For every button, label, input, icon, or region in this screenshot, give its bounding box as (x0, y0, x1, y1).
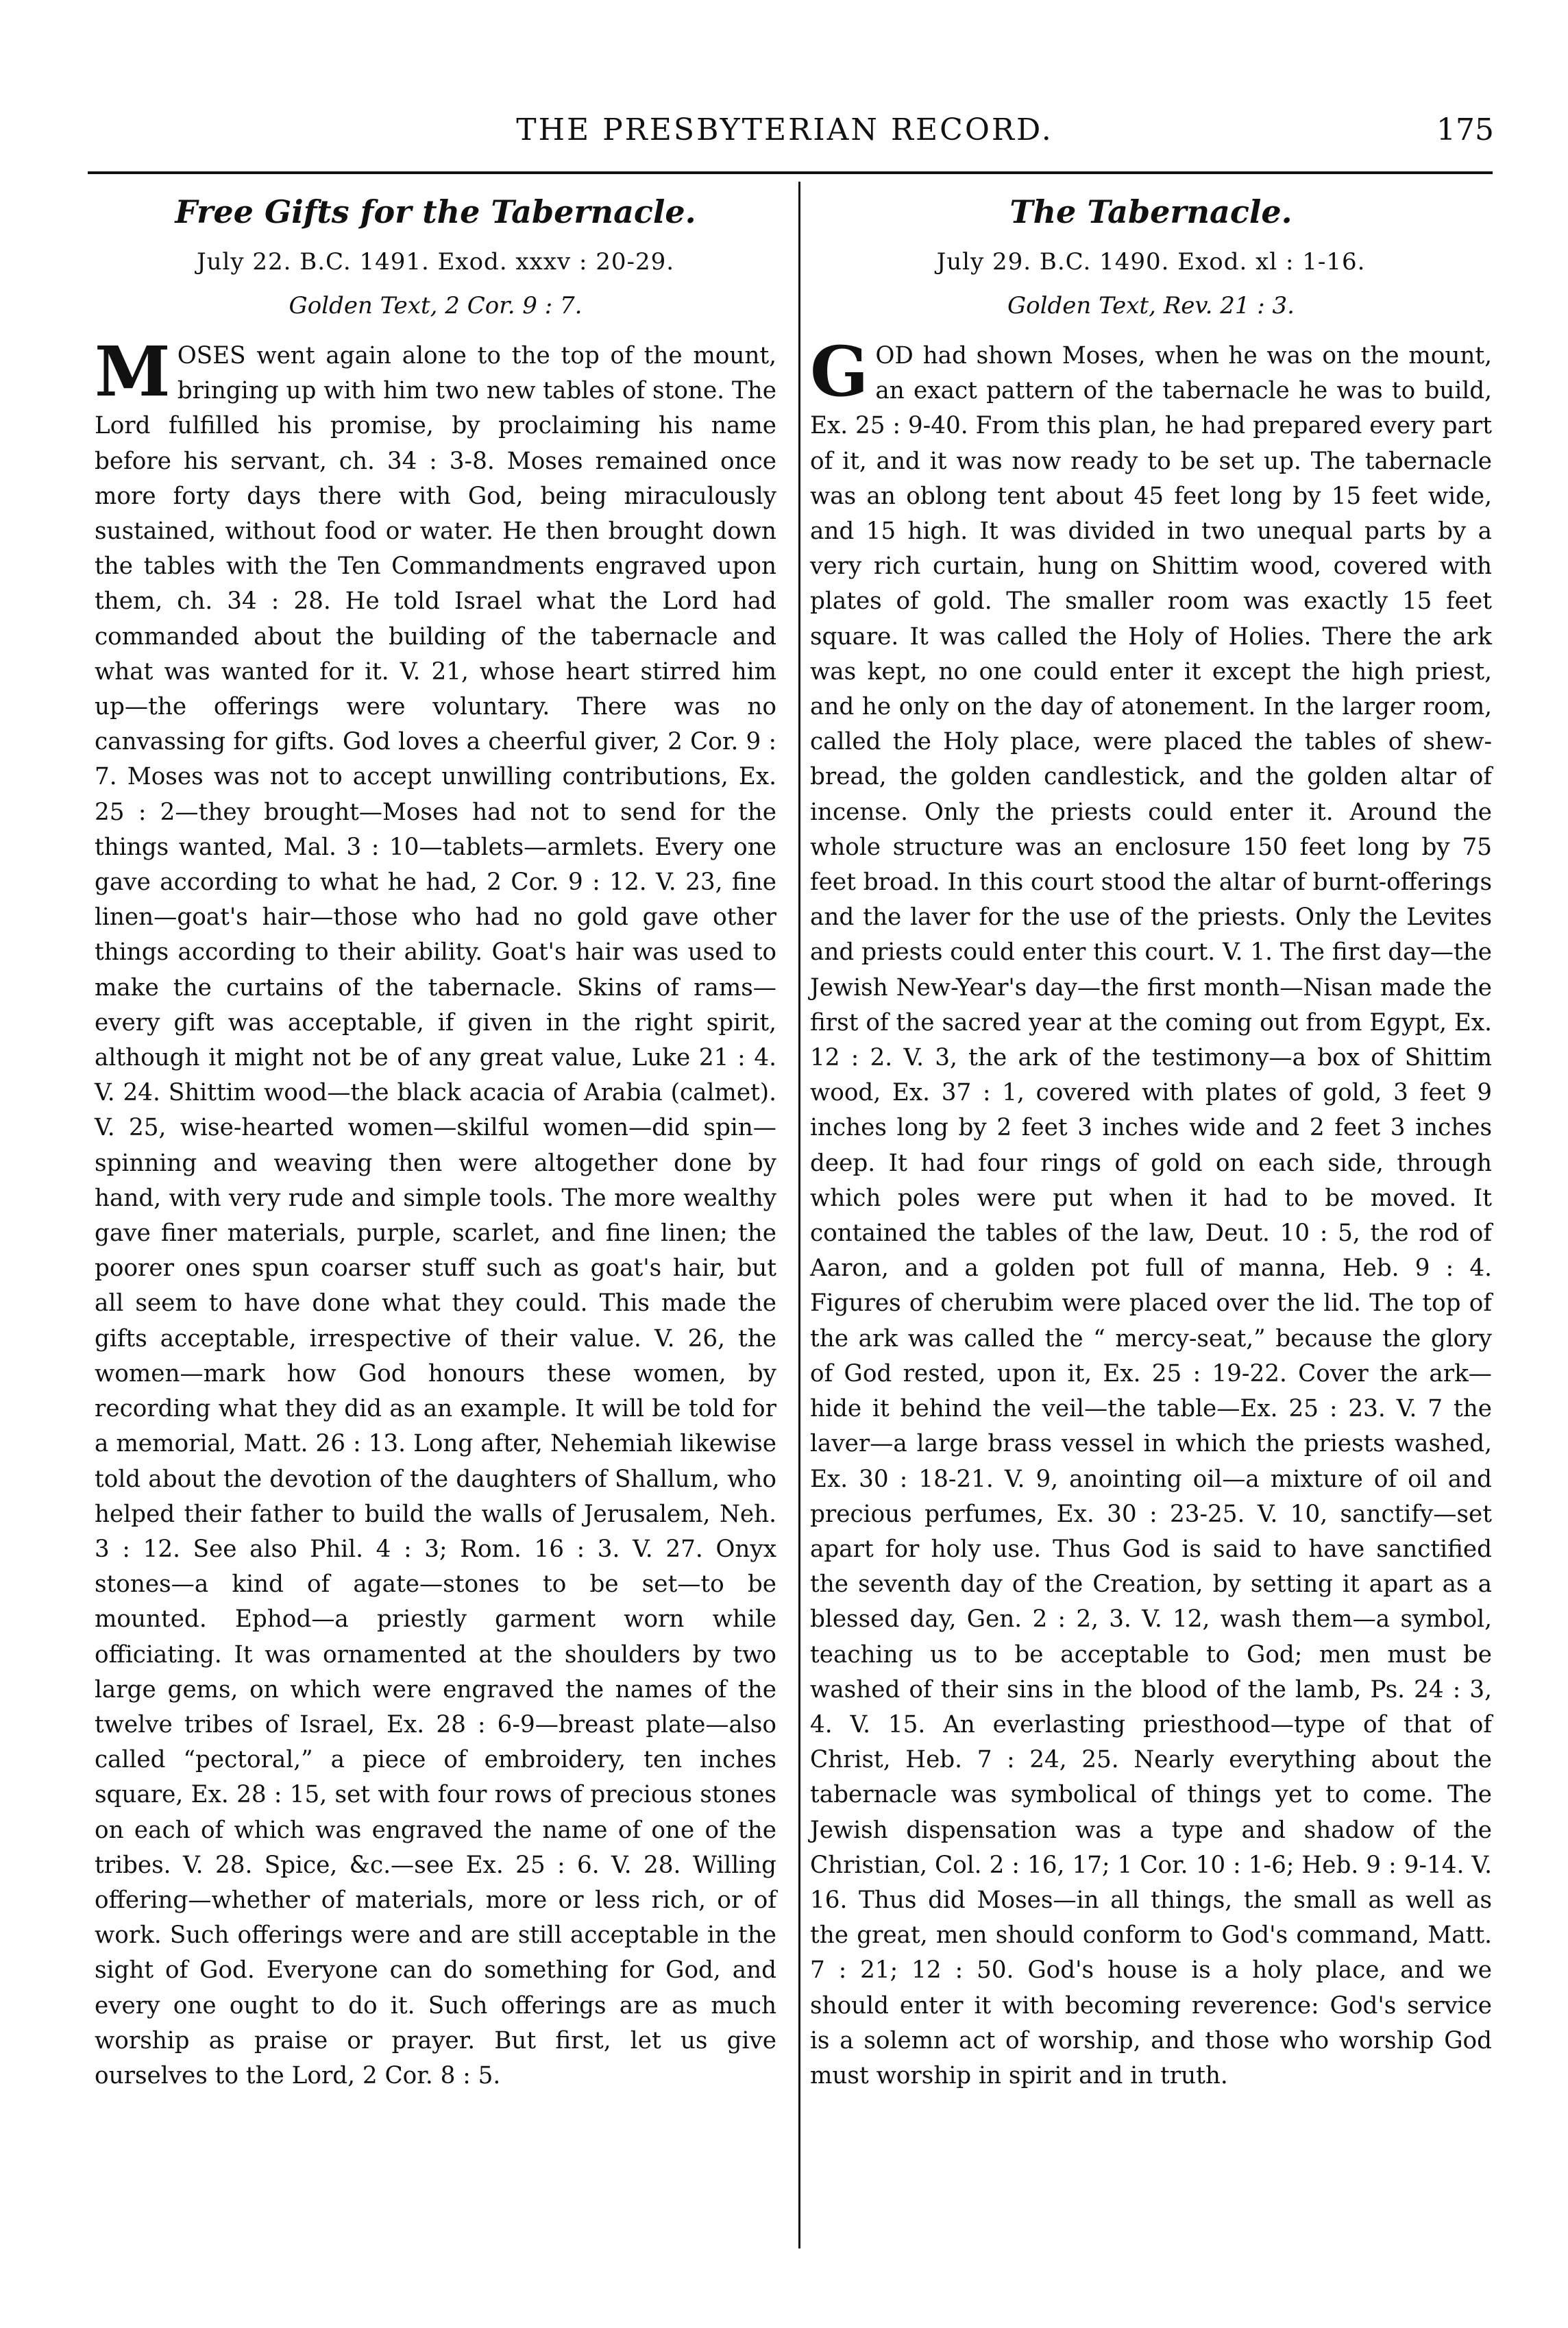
body-lead: OSES (177, 342, 246, 369)
running-head (75, 103, 1494, 158)
golden-text: Golden Text, Rev. 21 : 3. (1007, 292, 1295, 319)
body-text: had shown Moses, when he was on the mount, an exact pattern of the tabernacle he was to build, Ex. 25 : 9-40. From this plan, he had prepared every part of it, and it was now ready to be set up. The tabernacle was an oblong tent about 45 feet long by 15 feet wide, and 15 high. It was divided in two unequal parts by a very rich curtain, hung on Shittim wood, covered with plates of gold. The smaller room was exactly 15 feet square. It was called the Holy of Holies. There the ark was kept, no one could enter it except the high priest, and he only on the day of atonement. In the larger room, called the Holy place, were placed the tables of shew-bread, the golden candlestick, and the golden altar of incense. Only the priests could enter it. Around the whole structure was an enclosure 150 feet long by 75 feet broad. In this court stood the altar of burnt-offerings and the laver for the use of the priests. Only the Levites and priests could enter this court. V. 1. The first day—the Jewish New-Year's day—the first month—Nisan made the first of the sacred year at the coming out from Egypt, Ex. 12 : 2. V. 3, the ark of the testimony—a box of Shittim wood, Ex. 37 : 1, covered with plates of gold, 3 feet 9 inches long by 2 feet 3 inches wide and 2 feet 3 inches deep. It had four rings of gold on each side, through which poles were put when it had to be moved. It contained the tables of the law, Deut. 10 : 5, the rod of Aaron, and a golden pot full of manna, Heb. 9 : 4. Figures of cherubim were placed over the lid. The top of the ark was called the “ mercy-seat,” because the glory of God rested, upon it, Ex. 25 : 19-22. Cover the ark—hide it behind the veil—the table—Ex. 25 : 23. V. 7 the laver—a large brass vessel in which the priests washed, Ex. 30 : 18-21. V. 9, anointing oil—a mixture of oil and precious perfumes, Ex. 30 : 23-25. V. 10, sanctify—set apart for holy use. Thus God is said to have sanctified the seventh day of the Creation, by setting it apart as a blessed day, Gen. 2 : 2, 3. V. 12, wash them—a symbol, teaching us to be acceptable to God; men must be washed of their sins in the blood of the lamb, Ps. 24 : 3, 4. V. 15. An everlasting priesthood—type of that of Christ, Heb. 7 : 24, 25. Nearly everything about the tabernacle was symbolical of things yet to come. The Jewish dispensation was a type and shadow of the Christian, Col. 2 : 16, 17; 1 Cor. 10 : 1-6; Heb. 9 : 9-14. V. 16. Thus did Moses—in all things, the small as well as the great, men should conform to God's command, Matt. 7 : 21; 12 : 50. God's house is a holy place, and we should enter it with becoming reverence: God's service is a solemn act of worship, and those who worship God must worship in spirit and in truth. (810, 342, 1492, 2089)
lesson-column-left (95, 185, 776, 2094)
lesson-body (95, 331, 776, 2094)
body-lead: OD (875, 342, 914, 369)
column-divider (798, 182, 800, 2248)
lesson-title: The Tabernacle. (1009, 193, 1293, 230)
header-rule (88, 171, 1493, 174)
page-number: 175 (1436, 112, 1494, 147)
lesson-meta: July 29. B.C. 1490. Exod. xl : 1-16. (936, 248, 1366, 276)
lesson-column-right (810, 185, 1492, 2094)
body-text: went again alone to the top of the mount, bringing up with him two new tables of stone. The Lord fulfilled his promise, by proclaiming his name before his servant, ch. 34 : 3-8. Moses remained once more forty days there with God, being miraculously sustained, without food or water. He then brought down the tables with the Ten Commandments engraved upon them, ch. 34 : 28. He told Israel what the Lord had commanded about the building of the tabernacle and what was wanted for it. V. 21, whose heart stirred him up—the offerings were voluntary. There was no canvassing for gifts. God loves a cheerful giver, 2 Cor. 9 : 7. Moses was not to accept unwilling contributions, Ex. 25 : 2—they brought—Moses had not to send for the things wanted, Mal. 3 : 10—tablets—armlets. Every one gave according to what he had, 2 Cor. 9 : 12. V. 23, fine linen—goat's hair—those who had no gold gave other things according to their ability. Goat's hair was used to make the curtains of the tabernacle. Skins of rams—every gift was acceptable, if given in the right spirit, although it might not be of any great value, Luke 21 : 4. V. 24. Shittim wood—the black acacia of Arabia (calmet). V. 25, wise-hearted women—skilful women—did spin—spinning and weaving then were altogether done by hand, with very rude and simple tools. The more wealthy gave finer materials, purple, scarlet, and fine linen; the poorer ones spun coarser stuff such as goat's hair, but all seem to have done what they could. This made the gifts acceptable, irrespective of their value. V. 26, the women—mark how God honours these women, by recording what they did as an example. It will be told for a memorial, Matt. 26 : 13. Long after, Nehemiah likewise told about the devotion of the daughters of Shallum, who helped their father to build the walls of Jerusalem, Neh. 3 : 12. See also Phil. 4 : 3; Rom. 16 : 3. V. 27. Onyx stones—a kind of agate—stones to be set—to be mounted. Ephod—a priestly garment worn while officiating. It was ornamented at the shoulders by two large gems, on which were engraved the names of the twelve tribes of Israel, Ex. 28 : 6-9—breast plate—also called “pectoral,” a piece of embroidery, ten inches square, Ex. 28 : 15, set with four rows of precious stones on each of which was engraved the name of one of the tribes. V. 28. Spice, &c.—see Ex. 25 : 6. V. 28. Willing offering—whether of materials, more or less rich, or of work. Such offerings were and are still acceptable in the sight of God. Everyone can do something for God, and every one ought to do it. Such offerings are as much worship as praise or prayer. But first, let us give ourselves to the Lord, 2 Cor. 8 : 5. (95, 342, 776, 2089)
golden-text: Golden Text, 2 Cor. 9 : 7. (289, 292, 583, 319)
drop-cap: M (95, 331, 171, 412)
running-title: THE PRESBYTERIAN RECORD. (516, 112, 1053, 147)
drop-cap: G (810, 331, 869, 412)
lesson-meta: July 22. B.C. 1491. Exod. xxxv : 20-29. (196, 248, 675, 276)
lesson-body (810, 331, 1492, 2094)
lesson-title: Free Gifts for the Tabernacle. (175, 193, 696, 230)
